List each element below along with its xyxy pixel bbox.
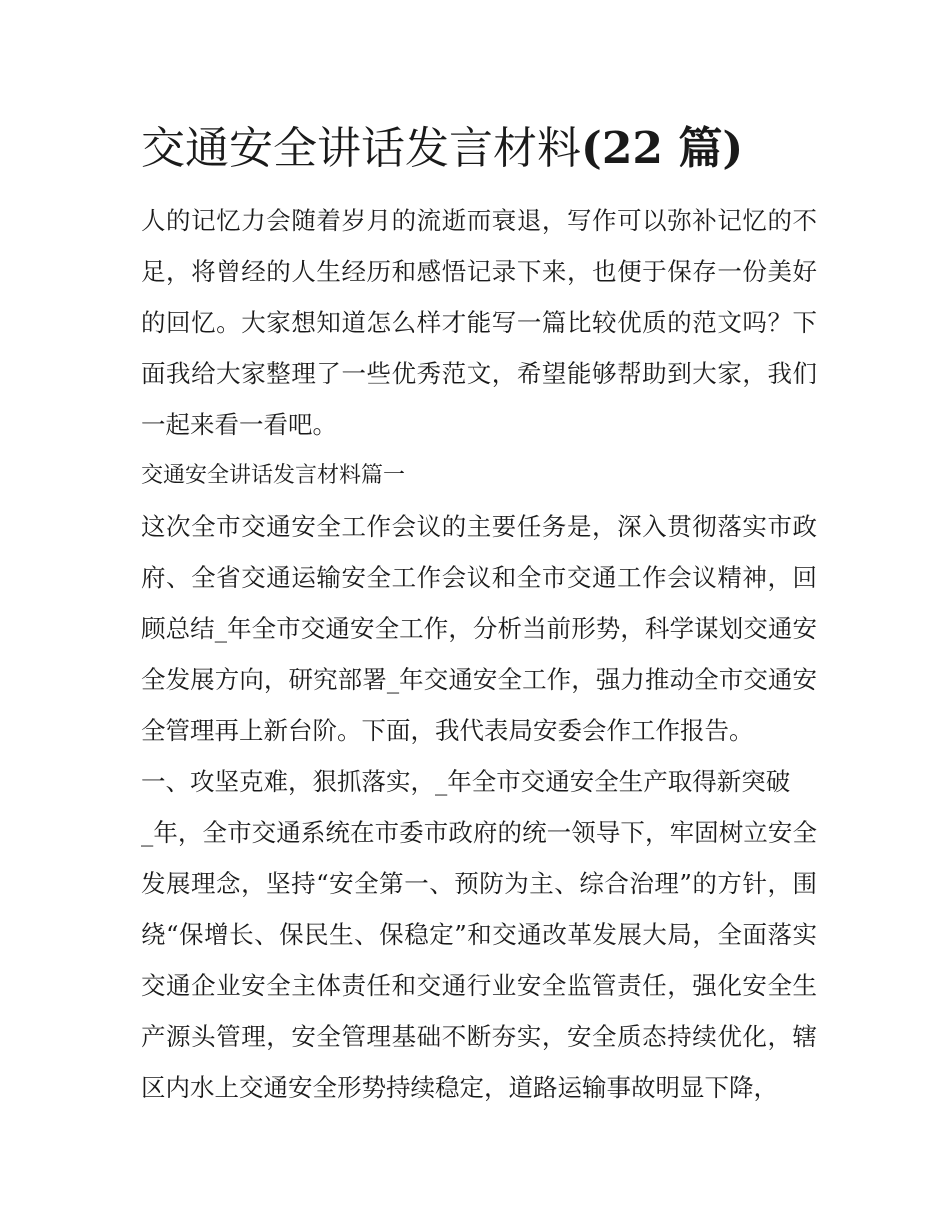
- document-body: [141, 118, 817, 1113]
- body-paragraph-3: _年，全市交通系统在市委市政府的统一领导下，牢固树立安全发展理念，坚持“安全第一、预防为主、综合治理”的方针，围绕“保增长、保民生、保稳定”和交通改革发展大局，全面落实交通企业安全主体责任和交通行业安全监管责任，强化安全生产源头管理，安全管理基础不断夯实，安全质态持续优化，辖区内水上交通安全形势持续稳定，道路运输事故明显下降，: [141, 818, 817, 1102]
- section-heading: 交通安全讲话发言材料篇一: [141, 463, 406, 488]
- body-paragraph-2: 一、攻坚克难，狠抓落实，_年全市交通安全生产取得新突破: [141, 767, 791, 796]
- title-text: 交通安全讲话发言材料: [141, 123, 581, 174]
- document-title: [141, 118, 817, 180]
- title-suffix: (22 篇): [581, 123, 744, 174]
- intro-paragraph: 人的记忆力会随着岁月的流逝而衰退，写作可以弥补记忆的不足，将曾经的人生经历和感悟记录下来，也便于保存一份美好的回忆。大家想知道怎么样才能写一篇比较优质的范文吗？下面我给大家整理了一些优秀范文，希望能够帮助到大家，我们一起来看一看吧。: [141, 206, 817, 439]
- body-paragraph-1: 这次全市交通安全工作会议的主要任务是，深入贯彻落实市政府、全省交通运输安全工作会议和全市交通工作会议精神，回顾总结_年全市交通安全工作，分析当前形势，科学谋划交通安全发展方向，研究部署_年交通安全工作，强力推动全市交通安全管理再上新台阶。下面，我代表局安委会作工作报告。: [141, 512, 817, 745]
